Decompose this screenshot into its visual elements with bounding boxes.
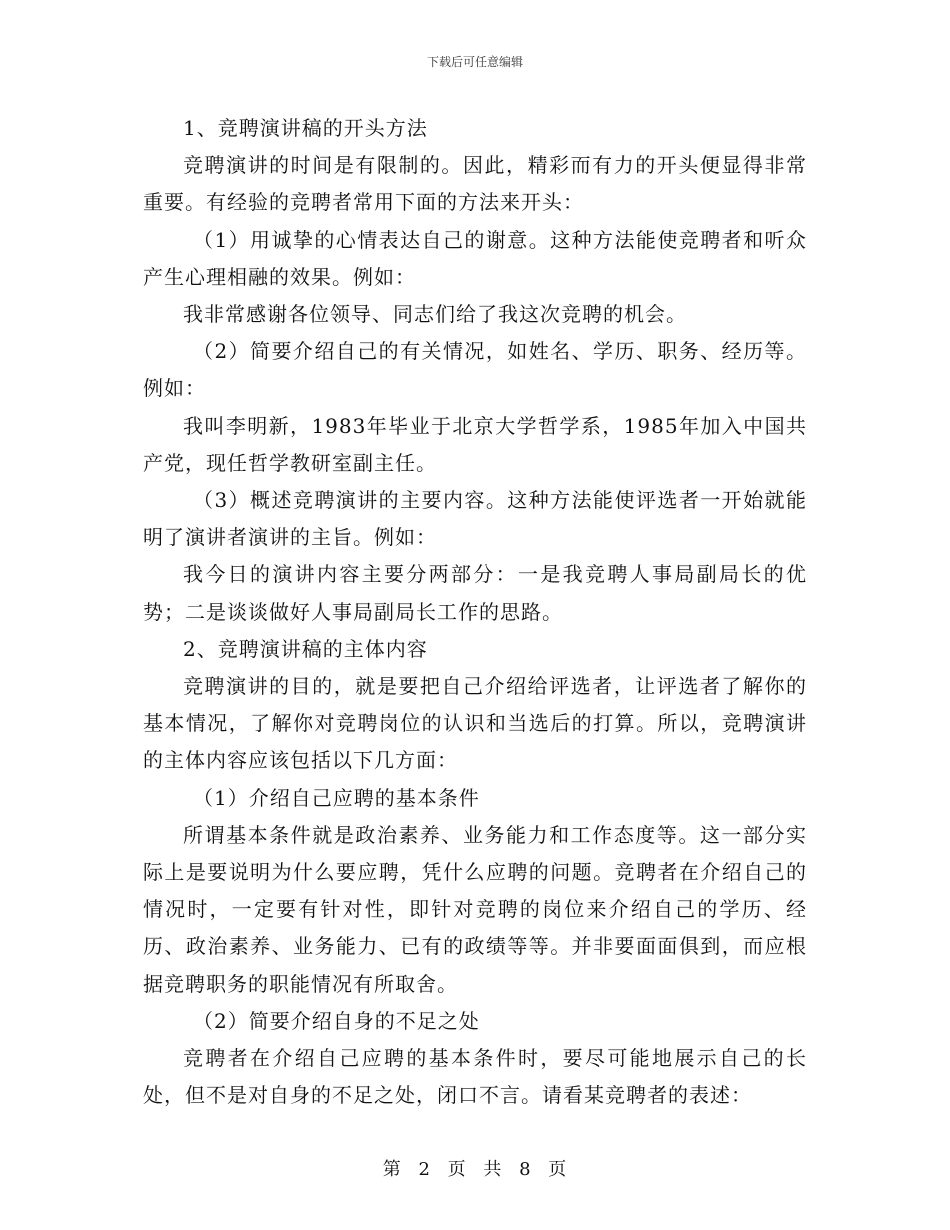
- paragraph: 所谓基本条件就是政治素养、业务能力和工作态度等。这一部分实际上是要说明为什么要应聘，凭什么应聘的问题。竞聘者在介绍自己的情况时，一定要有针对性，即针对竞聘的岗位来介绍自己的学历、经历、政治素养、业务能力、已有的政绩等等。并非要面面俱到，而应根据竞聘职务的职能情况有所取舍。: [143, 822, 807, 996]
- footer-ye: 页: [447, 1159, 467, 1180]
- subsection-heading: （2）简要介绍自身的不足之处: [193, 1008, 480, 1033]
- example-paragraph: 我今日的演讲内容主要分两部分：一是我竞聘人事局副局长的优势；二是谈谈做好人事局副局长工作的思路。: [143, 562, 807, 624]
- document-body: [143, 110, 807, 1114]
- page-header: 下载后可任意编辑: [426, 55, 523, 69]
- paragraph: 竞聘演讲的时间是有限制的。因此，精彩而有力的开头便显得非常重要。有经验的竞聘者常用下面的方法来开头：: [143, 153, 807, 215]
- paragraph: 竞聘者在介绍自己应聘的基本条件时，要尽可能地展示自己的长处，但不是对自身的不足之处，闭口不言。请看某竞聘者的表述：: [143, 1046, 807, 1108]
- example-paragraph: 我非常感谢各位领导、同志们给了我这次竞聘的机会。: [183, 302, 687, 327]
- subsection-heading: （1）介绍自己应聘的基本条件: [193, 785, 480, 810]
- paragraph: 竞聘演讲的目的，就是要把自己介绍给评选者，让评选者了解你的基本情况，了解你对竞聘岗位的认识和当选后的打算。所以，竞聘演讲的主体内容应该包括以下几方面：: [143, 674, 807, 773]
- footer-ye2: 页: [548, 1159, 568, 1180]
- list-item: （2）简要介绍自己的有关情况，如姓名、学历、职务、经历等。例如：: [143, 339, 807, 401]
- footer-di: 第: [382, 1159, 402, 1180]
- list-item: （1）用诚挚的心情表达自己的谢意。这种方法能使竞聘者和听众产生心理相融的效果。例如：: [143, 227, 807, 289]
- example-paragraph: 我叫李明新，1983年毕业于北京大学哲学系，1985年加入中国共产党，现任哲学教研室副主任。: [143, 413, 807, 475]
- section-heading: 1、竞聘演讲稿的开头方法: [183, 116, 428, 140]
- section-heading: 2、竞聘演讲稿的主体内容: [183, 636, 428, 661]
- page-number: 2: [418, 1159, 431, 1180]
- list-item: （3）概述竞聘演讲的主要内容。这种方法能使评选者一开始就能明了演讲者演讲的主旨。例如：: [143, 488, 807, 550]
- page-footer: [0, 1155, 950, 1181]
- page-total: 8: [519, 1159, 532, 1180]
- footer-gong: 共: [483, 1159, 503, 1180]
